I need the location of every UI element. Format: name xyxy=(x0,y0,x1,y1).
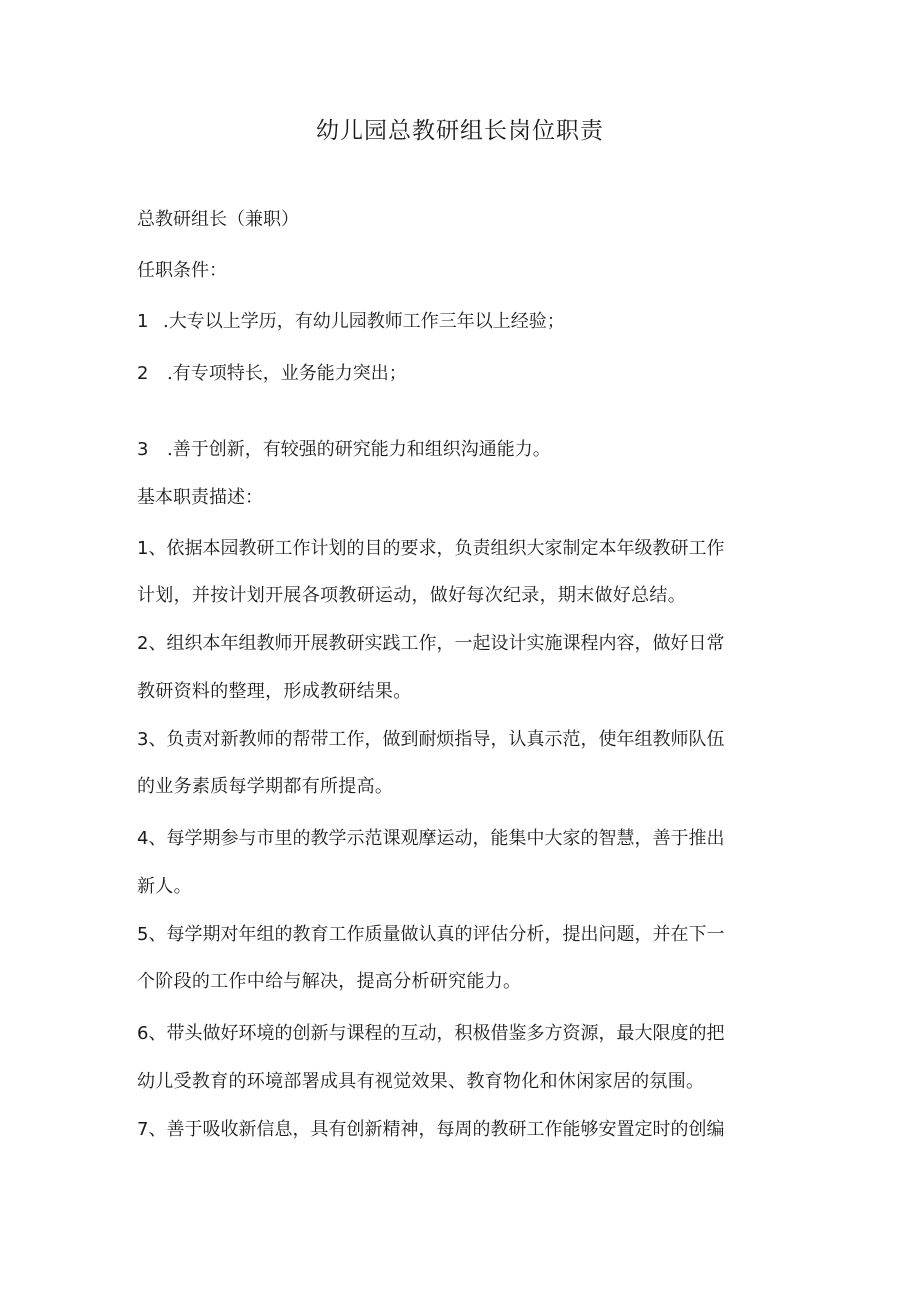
qualification-text: .有专项特长，业务能力突出； xyxy=(167,363,407,384)
duty-text-line2: 的业务素质每学期都有所提高。 xyxy=(137,776,394,797)
duty-item xyxy=(137,727,797,753)
duty-text-line2: 计划，并按计划开展各项教研运动，做好每次纪录，期末做好总结。 xyxy=(137,585,686,606)
duty-item xyxy=(137,1021,797,1047)
duty-number: 6 xyxy=(137,1023,149,1044)
qualification-number: 1 xyxy=(137,311,149,332)
duty-text-line1: 、每学期对年组的教育工作质量做认真的评估分析，提出问题，并在下一 xyxy=(148,924,725,945)
qualifications-heading: 任职条件： xyxy=(137,260,227,281)
duty-number: 7 xyxy=(137,1119,149,1140)
qualification-number: 2 xyxy=(137,363,149,384)
duty-text-line1: 、带头做好环境的创新与课程的互动，积极借鉴多方资源，最大限度的把 xyxy=(148,1023,725,1044)
duty-text-line2: 幼儿受教育的环境部署成具有视觉效果、教育物化和休闲家居的氛围。 xyxy=(137,1071,705,1092)
duty-item xyxy=(137,922,797,948)
duties-heading: 基本职责描述： xyxy=(137,487,263,508)
duty-text-line1: 、组织本年组教师开展教研实践工作，一起设计实施课程内容，做好日常 xyxy=(148,633,725,654)
duty-text-line2: 教研资料的整理，形成教研结果。 xyxy=(137,681,412,702)
duty-number: 4 xyxy=(137,828,149,849)
position-heading: 总教研组长（兼职） xyxy=(137,209,299,230)
duty-text-line1: 、善于吸收新信息，具有创新精神，每周的教研工作能够安置定时的创编 xyxy=(148,1119,725,1140)
duty-number: 1 xyxy=(137,538,149,559)
duty-number: 5 xyxy=(137,924,149,945)
duty-text-line1: 、负责对新教师的帮带工作，做到耐烦指导，认真示范，使年组教师队伍 xyxy=(148,729,725,750)
qualification-number: 3 xyxy=(137,439,149,460)
qualification-item xyxy=(137,309,797,335)
duty-item xyxy=(137,1117,797,1143)
duty-item xyxy=(137,536,797,562)
duty-number: 2 xyxy=(137,633,149,654)
qualification-text: .善于创新，有较强的研究能力和组织沟通能力。 xyxy=(167,439,551,460)
duty-text-line2: 新人。 xyxy=(137,876,192,897)
duty-item xyxy=(137,631,797,657)
duty-number: 3 xyxy=(137,729,149,750)
qualification-text: .大专以上学历，有幼儿园教师工作三年以上经验； xyxy=(163,311,565,332)
duty-text-line1: 、每学期参与市里的教学示范课观摩运动，能集中大家的智慧，善于推出 xyxy=(148,828,725,849)
document-title: 幼儿园总教研组长岗位职责 xyxy=(316,118,604,144)
duty-text-line1: 、依据本园教研工作计划的目的要求，负责组织大家制定本年级教研工作 xyxy=(148,538,725,559)
qualification-item xyxy=(137,361,797,387)
qualification-item xyxy=(137,437,797,463)
duty-item xyxy=(137,826,797,852)
duty-text-line2: 个阶段的工作中给与解决，提高分析研究能力。 xyxy=(137,971,522,992)
